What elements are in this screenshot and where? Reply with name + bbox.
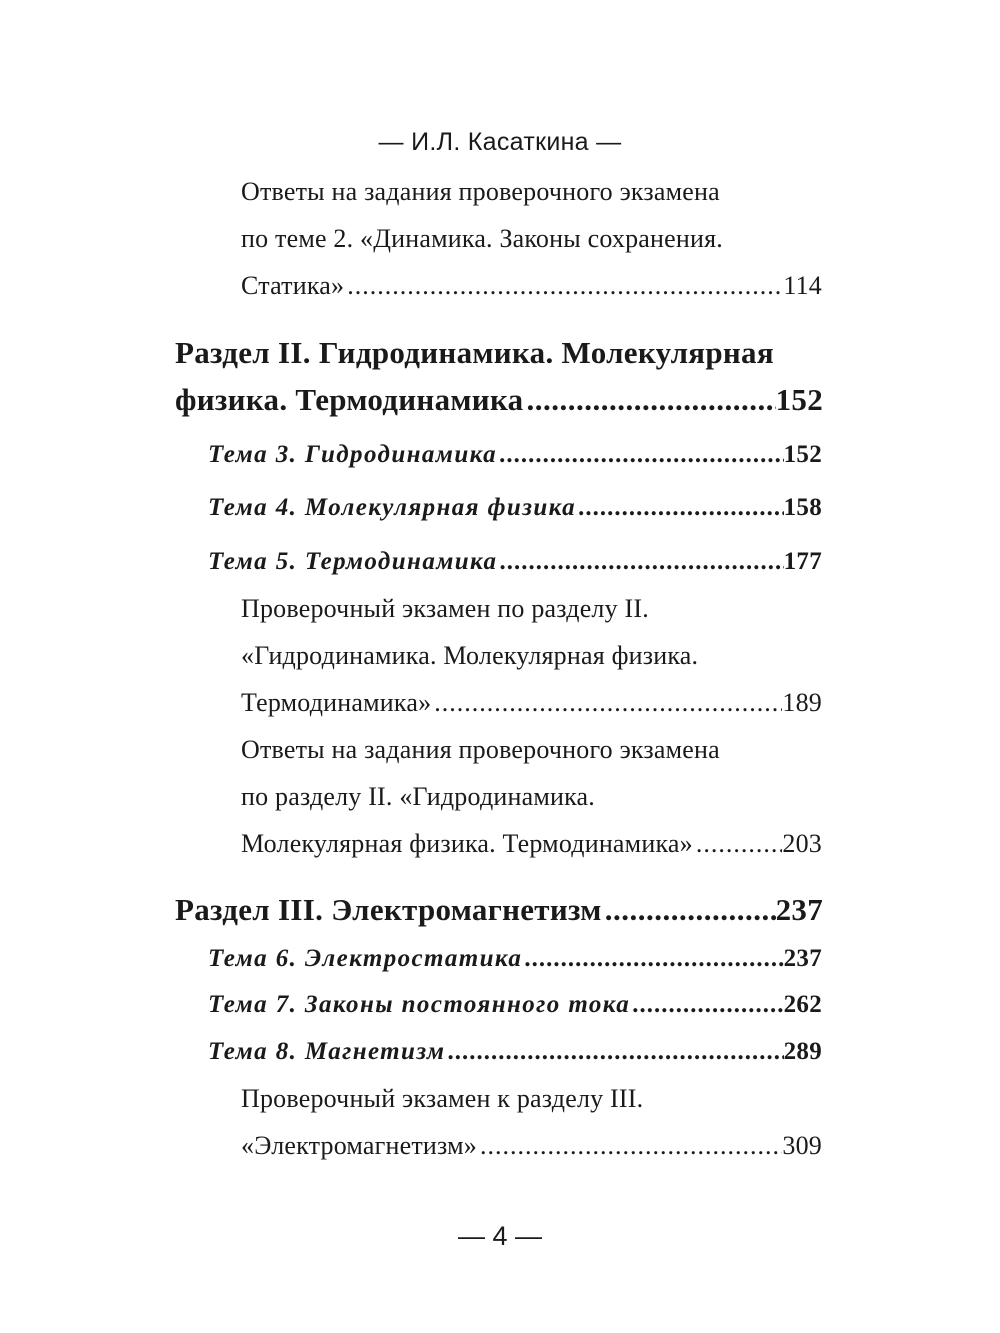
toc-entry-page: 152 [775, 382, 823, 417]
dot-leader [344, 269, 783, 303]
toc-entry-page: 289 [783, 1038, 822, 1065]
dot-leader [576, 491, 784, 525]
toc-entry-exam-section3[interactable] [241, 1129, 822, 1163]
toc-entry-topic4[interactable] [208, 491, 822, 525]
dot-leader [602, 890, 776, 930]
toc-entry-answers-topic2[interactable] [241, 269, 822, 303]
toc-entry-topic8[interactable] [208, 1035, 822, 1069]
dot-leader [497, 438, 784, 472]
toc-entry-title: Статика» [241, 271, 345, 300]
toc-entry-page: 177 [783, 548, 822, 575]
dot-leader [445, 1035, 783, 1069]
dot-leader [630, 988, 783, 1022]
toc-entry-title: Молекулярная физика. Термодинамика» [241, 829, 693, 858]
toc-answers-section2-line2: по разделу II. «Гидродинамика. [241, 782, 595, 811]
toc-entry-title: Тема 5. Термодинамика [208, 548, 498, 575]
dot-leader [693, 827, 783, 861]
toc-section2-line1: Раздел II. Гидродинамика. Молекулярная [175, 335, 774, 370]
dot-leader [477, 1129, 782, 1163]
toc-entry-page: 237 [783, 945, 822, 972]
toc-entry-topic7[interactable] [208, 988, 822, 1022]
page-number: — 4 — [457, 1221, 543, 1251]
toc-entry-title: Тема 7. Законы постоянного тока [208, 991, 631, 1018]
toc-exam-section3-line1: Проверочный экзамен к разделу III. [241, 1084, 644, 1113]
toc-entry-page: 189 [782, 688, 822, 717]
toc-entry-title: Тема 8. Магнетизм [208, 1038, 446, 1065]
toc-entry-title: «Электромагнетизм» [241, 1131, 477, 1160]
toc-entry-page: 262 [783, 991, 822, 1018]
toc-entry-answers-section2[interactable] [241, 827, 822, 861]
toc-entry-page: 158 [783, 494, 822, 521]
toc-entry-section3[interactable] [175, 890, 823, 930]
toc-entry-title: Раздел III. Электромагнетизм [175, 892, 602, 927]
toc-entry-topic5[interactable] [208, 545, 822, 579]
toc-entry-title: Тема 3. Гидродинамика [208, 441, 497, 468]
dot-leader [522, 942, 783, 976]
toc-exam-section2-line2: «Гидродинамика. Молекулярная физика. [241, 641, 699, 670]
toc-entry-topic6[interactable] [208, 942, 822, 976]
toc-exam-section2-line1: Проверочный экзамен по разделу II. [241, 594, 649, 623]
dot-leader [497, 545, 783, 579]
toc-answers-topic2-line2: по теме 2. «Динамика. Законы сохранения. [241, 224, 723, 253]
dot-leader [431, 686, 782, 720]
toc-entry-topic3[interactable] [208, 438, 822, 472]
dot-leader [523, 380, 775, 420]
toc-answers-topic2-line1: Ответы на задания проверочного экзамена [241, 177, 720, 206]
toc-entry-title: физика. Термодинамика [175, 382, 524, 417]
toc-entry-title: Термодинамика» [241, 688, 432, 717]
toc-entry-page: 152 [783, 441, 822, 468]
toc-entry-page: 203 [782, 829, 822, 858]
toc-entry-section2[interactable] [175, 380, 823, 420]
running-header: — И.Л. Касаткина — [378, 128, 622, 156]
toc-entry-page: 309 [782, 1131, 822, 1160]
toc-entry-title: Тема 6. Электростатика [208, 945, 523, 972]
toc-answers-section2-line1: Ответы на задания проверочного экзамена [241, 735, 720, 764]
toc-entry-title: Тема 4. Молекулярная физика [208, 494, 577, 521]
toc-entry-page: 114 [783, 271, 822, 300]
toc-entry-page: 237 [775, 892, 823, 927]
toc-entry-exam-section2[interactable] [241, 686, 822, 720]
